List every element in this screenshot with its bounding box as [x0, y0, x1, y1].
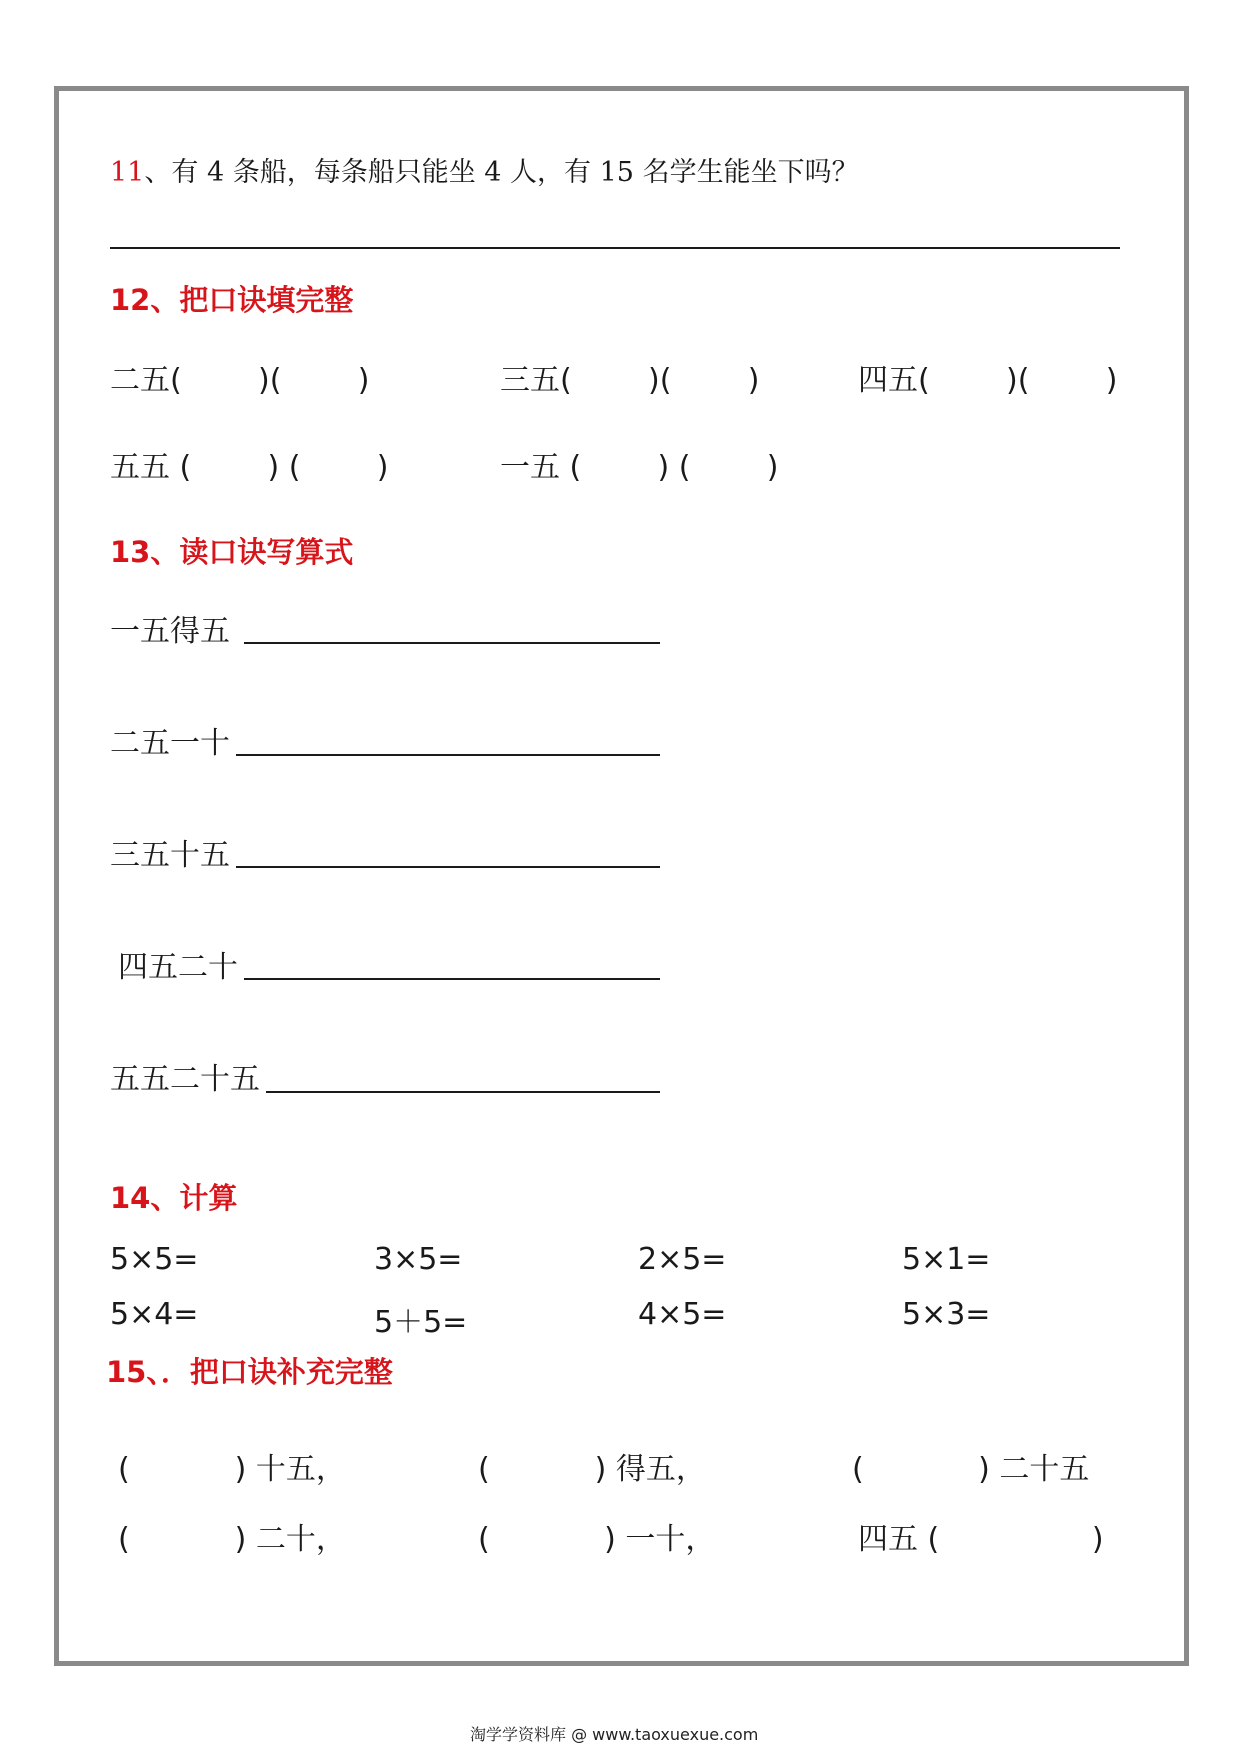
calc-5plus5: 5＋5=	[374, 1305, 468, 1340]
q13-item-5: 五五二十五	[110, 1062, 260, 1097]
footer-watermark: 淘学学资料库 @ www.taoxuexue.com	[470, 1725, 759, 1744]
question-11-number: 11	[110, 157, 145, 188]
q13-answer-line-3	[236, 866, 660, 868]
q13-item-1: 一五得五	[110, 614, 230, 649]
question-14-heading: 14、计算	[110, 1181, 238, 1215]
q12-row2-item2: 一五 ( ) ( )	[500, 450, 779, 485]
q13-answer-line-1	[244, 642, 660, 644]
answer-line-11	[110, 247, 1120, 249]
q13-item-2: 二五一十	[110, 726, 230, 761]
q15-row1-item1: ( ) 十五，	[118, 1452, 346, 1487]
q13-answer-line-2	[236, 754, 660, 756]
q13-answer-line-4	[244, 978, 660, 980]
page-border	[54, 86, 1189, 1666]
q12-row1-item3: 四五( )( )	[858, 363, 1118, 398]
q12-row1-item2: 三五( )( )	[500, 363, 760, 398]
q12-row2-item1: 五五 ( ) ( )	[110, 450, 389, 485]
q15-row2-item2: ( ) 一十，	[478, 1522, 716, 1557]
calc-2x5: 2×5=	[638, 1242, 727, 1277]
q13-item-4: 四五二十	[118, 950, 238, 985]
calc-5x5: 5×5=	[110, 1242, 199, 1277]
q13-answer-line-5	[266, 1091, 660, 1093]
q15-row2-item3: 四五 ( )	[858, 1522, 1104, 1557]
question-11	[110, 150, 859, 189]
q12-row1-item1: 二五( )( )	[110, 363, 370, 398]
q15-row2-item1: ( ) 二十，	[118, 1522, 346, 1557]
calc-4x5: 4×5=	[638, 1297, 727, 1332]
calc-5x1: 5×1=	[902, 1242, 991, 1277]
q15-row1-item3: ( ) 二十五	[852, 1452, 1090, 1487]
calc-3x5: 3×5=	[374, 1242, 463, 1277]
question-11-text: 、有 4 条船，每条船只能坐 4 人，有 15 名学生能坐下吗？	[144, 157, 859, 188]
q15-row1-item2: ( ) 得五，	[478, 1452, 706, 1487]
question-15-heading: 15、．把口诀补充完整	[106, 1355, 393, 1389]
calc-5x3: 5×3=	[902, 1297, 991, 1332]
question-13-heading: 13、读口诀写算式	[110, 535, 354, 569]
question-12-heading: 12、把口诀填完整	[110, 283, 354, 317]
calc-5x4: 5×4=	[110, 1297, 199, 1332]
q13-item-3: 三五十五	[110, 838, 230, 873]
